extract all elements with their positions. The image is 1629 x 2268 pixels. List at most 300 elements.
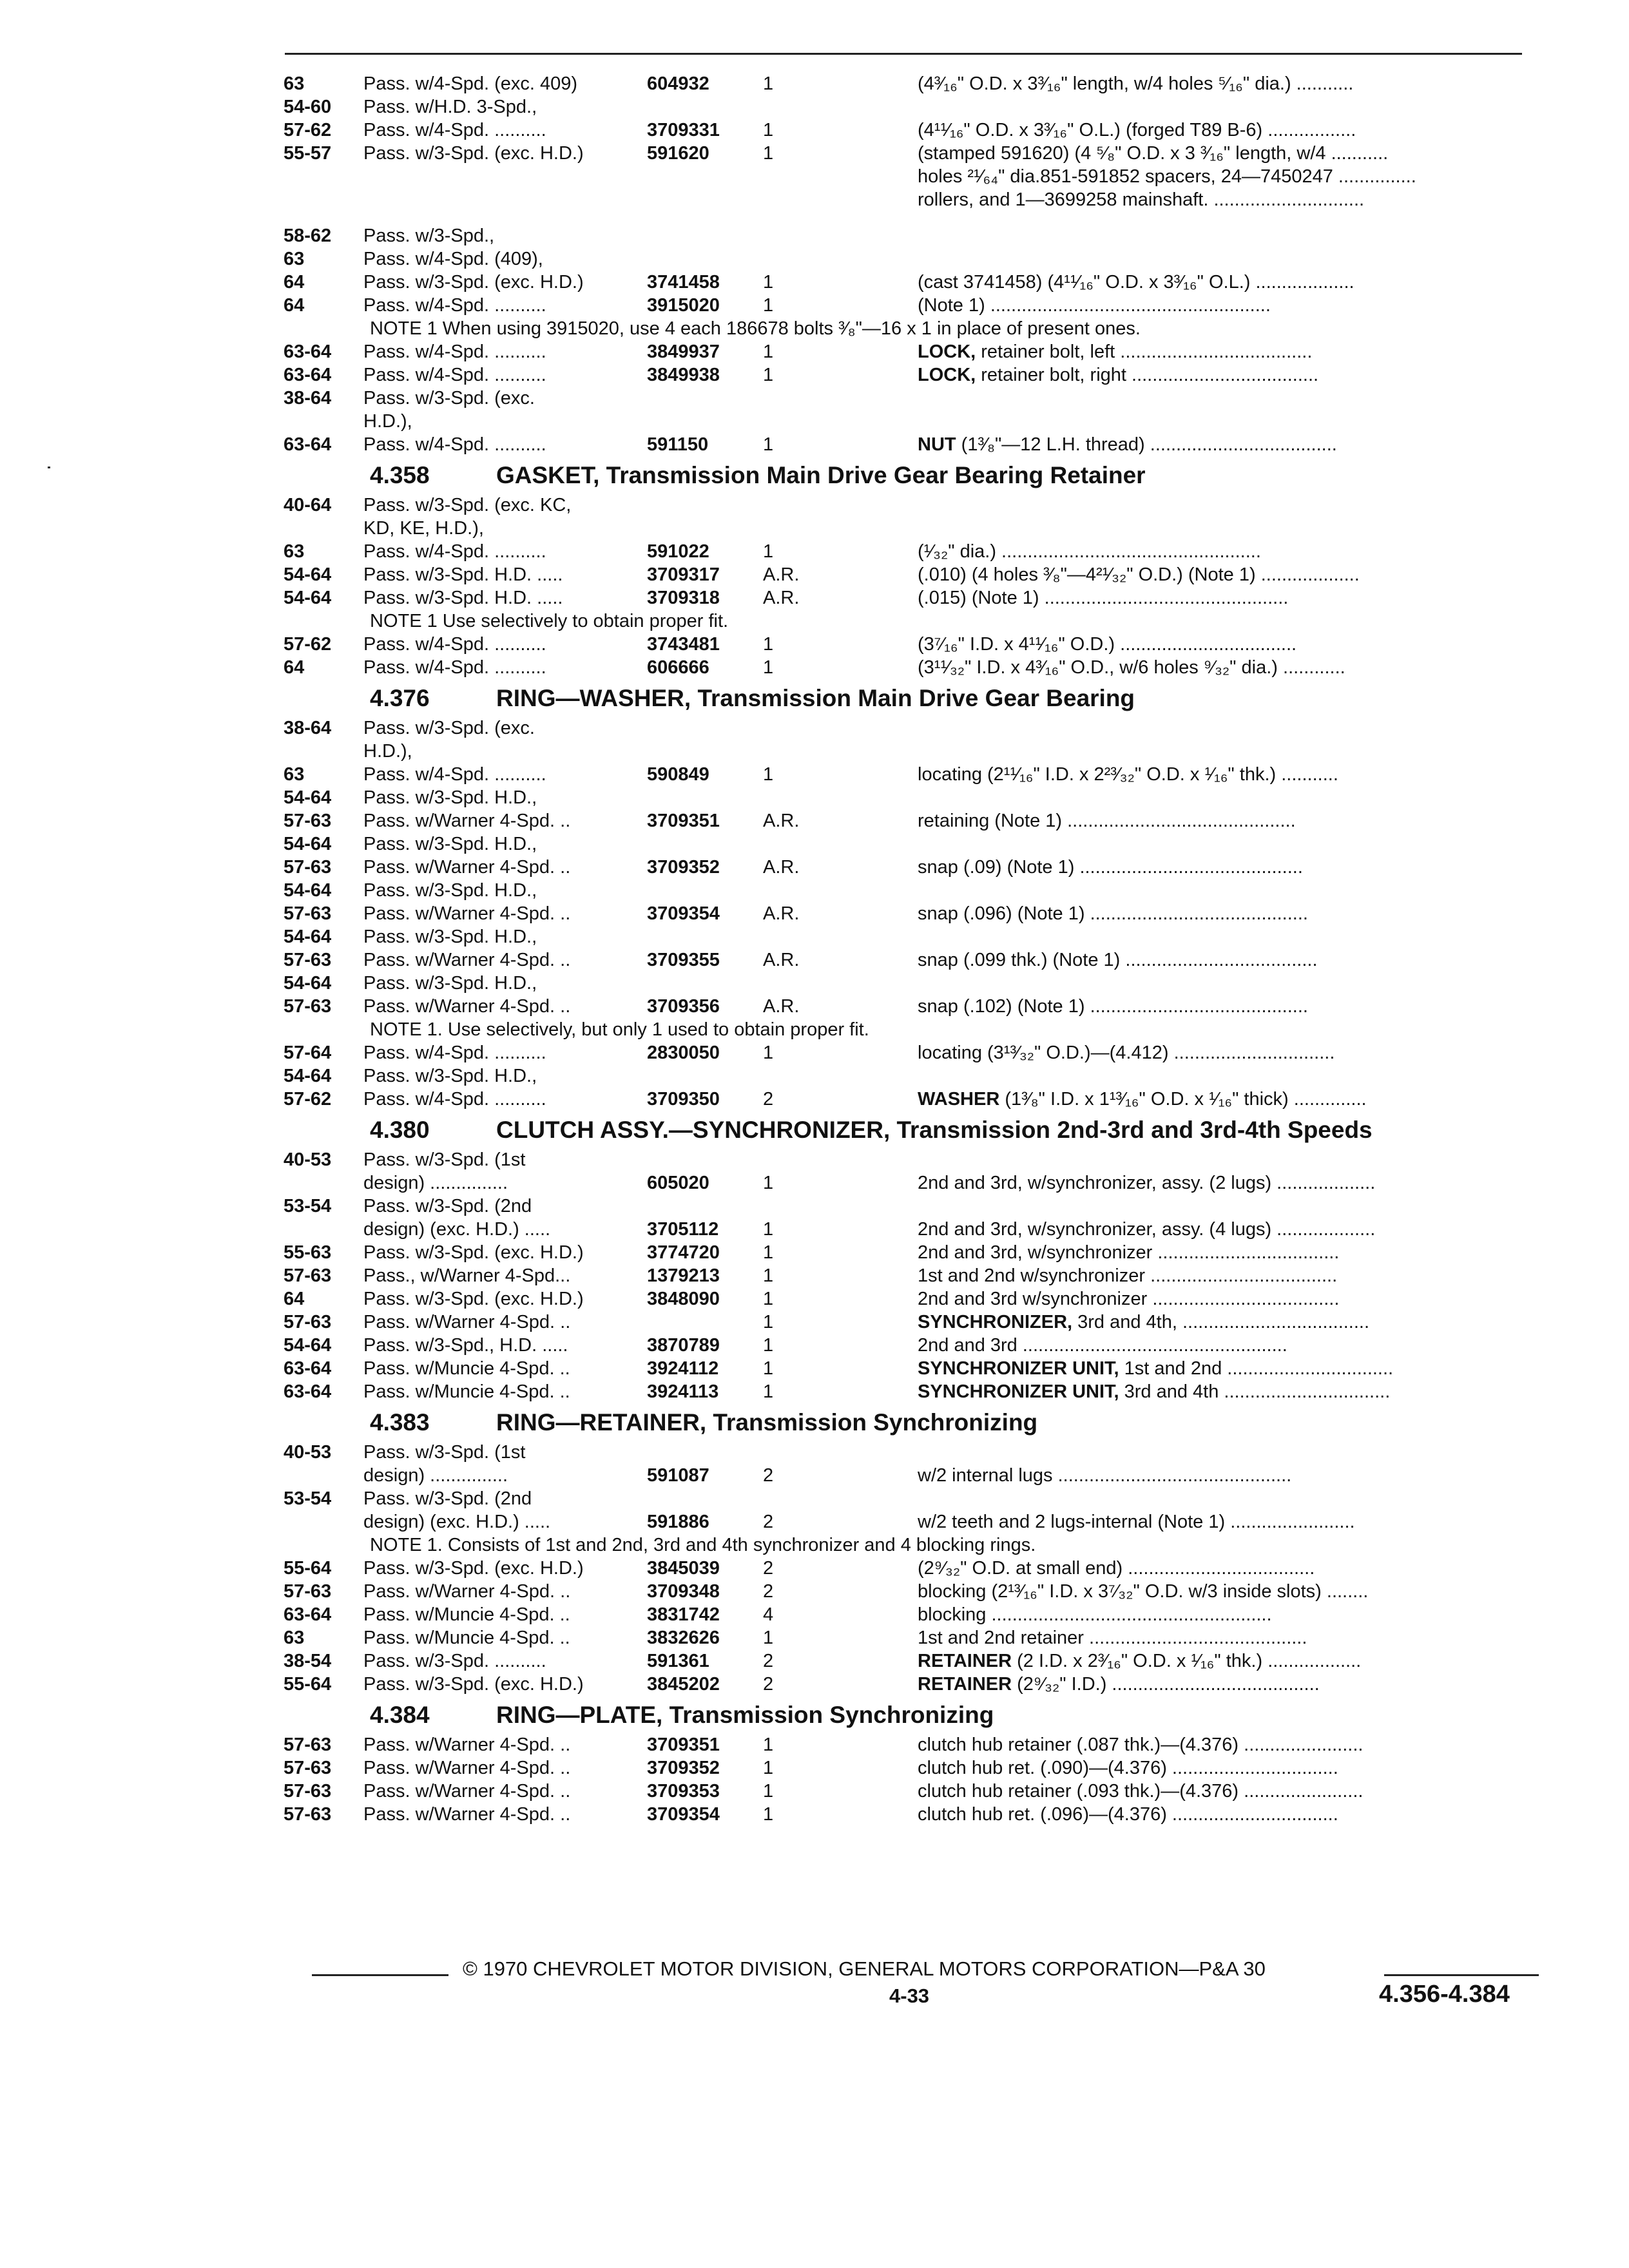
part-number: 3709318: [647, 588, 720, 608]
description-text: blocking: [918, 1604, 987, 1625]
part-number: 3870789: [647, 1335, 720, 1356]
application: Pass. w/4-Spd. ..........: [363, 120, 546, 140]
description: [918, 142, 1527, 165]
application: Pass. w/4-Spd. ..........: [363, 541, 546, 562]
dot-leader: .................: [1262, 120, 1356, 140]
dot-leader: .....................................: [1115, 341, 1313, 362]
description: [918, 1287, 1527, 1311]
section-number: 4.383: [370, 1409, 430, 1436]
table-row: [284, 1241, 1527, 1264]
application: Pass. w/Warner 4-Spd. ..: [363, 1312, 571, 1332]
dot-leader: ...............................................: [1039, 588, 1289, 608]
application: Pass. w/3-Spd. H.D.,: [363, 973, 537, 994]
table-row: [284, 1733, 1527, 1756]
model-years: 54-64: [284, 1066, 332, 1086]
note-line: NOTE 1 When using 3915020, use 4 each 186678 bolts ³⁄₈"—16 x 1 in place of present ones.: [370, 318, 1141, 339]
part-number: 3743481: [647, 634, 720, 655]
application: Pass. w/Warner 4-Spd. ..: [363, 903, 571, 924]
application: Pass. w/4-Spd. ..........: [363, 1043, 546, 1063]
table-row: [284, 1088, 1527, 1111]
model-years: 57-63: [284, 1581, 332, 1602]
description-text: (.015) (Note 1): [918, 588, 1039, 608]
dot-leader: .......................: [1239, 1781, 1364, 1802]
table-row: [284, 586, 1527, 610]
application: Pass. w/Warner 4-Spd. ..: [363, 996, 571, 1017]
description: [918, 1626, 1527, 1649]
quantity: 1: [763, 1043, 774, 1063]
application: Pass. w/Muncie 4-Spd. ..: [363, 1628, 570, 1648]
section-number: 4.358: [370, 462, 430, 488]
part-number: 3709354: [647, 903, 720, 924]
application: Pass. w/3-Spd. (1st: [363, 1442, 526, 1463]
application: Pass. w/3-Spd. H.D.,: [363, 880, 537, 901]
description-text: 2nd and 3rd, w/synchronizer: [918, 1242, 1153, 1263]
description: [918, 165, 1527, 188]
description: [918, 72, 1527, 95]
section-title: RING—WASHER, Transmission Main Drive Gear Bearing: [496, 685, 1135, 711]
description-text: 1st and 2nd: [1119, 1358, 1222, 1379]
description-keyword: NUT: [918, 434, 956, 455]
table-row: [284, 1287, 1527, 1311]
dot-leader: ...................: [1271, 1219, 1376, 1240]
quantity: 4: [763, 1604, 774, 1625]
part-number: 3709348: [647, 1581, 720, 1602]
table-row: [284, 188, 1527, 211]
dot-leader: .....................................: [1120, 950, 1318, 970]
dot-leader: ......................................................: [985, 295, 1271, 316]
model-years: 54-64: [284, 880, 332, 901]
dot-leader: ...................................: [1152, 1242, 1340, 1263]
description: [918, 1088, 1527, 1111]
application: Pass. w/Warner 4-Spd. ..: [363, 1581, 571, 1602]
description: [918, 1041, 1527, 1064]
dot-leader: ..................: [1262, 1651, 1362, 1671]
table-row: [284, 972, 1527, 995]
part-number: 591361: [647, 1651, 709, 1671]
model-years: 55-57: [284, 143, 332, 164]
description-text: rollers, and 1—3699258 mainshaft.: [918, 189, 1209, 210]
description: [918, 433, 1527, 456]
application: H.D.),: [363, 741, 412, 762]
dot-leader: ..........................................: [1084, 903, 1308, 924]
table-row: [284, 271, 1527, 294]
application: Pass. w/4-Spd. ..........: [363, 365, 546, 385]
table-row: [284, 1264, 1527, 1287]
dot-leader: ....................................: [1177, 1312, 1370, 1332]
model-years: 63-64: [284, 1358, 332, 1379]
description: [918, 1334, 1527, 1357]
part-number: 3709350: [647, 1089, 720, 1110]
table-row: [284, 633, 1527, 656]
application: Pass. w/3-Spd. (2nd: [363, 1196, 532, 1216]
dot-leader: ..................................................: [996, 541, 1261, 562]
description-text: clutch hub ret. (.096)—(4.376): [918, 1804, 1167, 1825]
description: [918, 1803, 1527, 1826]
dot-leader: .............................................: [1052, 1465, 1292, 1486]
section-title: CLUTCH ASSY.—SYNCHRONIZER, Transmission 2nd-3rd and 3rd-4th Speeds: [496, 1117, 1373, 1143]
table-row: [284, 1464, 1527, 1487]
table-row: [284, 1780, 1527, 1803]
application: Pass. w/3-Spd. (exc.: [363, 388, 535, 408]
application: Pass. w/H.D. 3-Spd.,: [363, 97, 537, 117]
description: [918, 363, 1527, 387]
section-heading: [284, 1701, 1527, 1729]
quantity: 1: [763, 1265, 774, 1286]
quantity: 1: [763, 272, 774, 293]
dot-leader: ............: [1277, 657, 1345, 678]
quantity: 1: [763, 1312, 774, 1332]
description: [918, 1171, 1527, 1195]
description: [918, 763, 1527, 786]
description: [918, 1649, 1527, 1673]
table-row: [284, 294, 1527, 317]
table-row: [284, 1380, 1527, 1403]
part-number: 3849937: [647, 341, 720, 362]
table-row: [284, 1218, 1527, 1241]
table-row: [284, 517, 1527, 540]
section-heading: [284, 461, 1527, 490]
part-number: 3845202: [647, 1674, 720, 1695]
part-number: 591886: [647, 1512, 709, 1532]
quantity: 2: [763, 1465, 774, 1486]
application: design) (exc. H.D.) .....: [363, 1219, 551, 1240]
dot-leader: ....................................: [1123, 1558, 1315, 1579]
model-years: 63: [284, 249, 305, 269]
application: Pass. w/3-Spd. (exc. H.D.): [363, 1674, 584, 1695]
section-title: GASKET, Transmission Main Drive Gear Bearing Retainer: [496, 462, 1146, 488]
description-text: retaining (Note 1): [918, 811, 1063, 831]
application: Pass. w/Muncie 4-Spd. ..: [363, 1358, 570, 1379]
model-years: 64: [284, 272, 305, 293]
table-row: [284, 540, 1527, 563]
model-years: 54-64: [284, 834, 332, 854]
dot-leader: ........: [1321, 1581, 1369, 1602]
model-years: 63-64: [284, 341, 332, 362]
description-text: (1³⁄₈" I.D. x 1¹³⁄₁₆" O.D. x ¹⁄₁₆" thick): [999, 1089, 1289, 1110]
model-years: 40-53: [284, 1442, 332, 1463]
part-number: 3832626: [647, 1628, 720, 1648]
description-text: (1³⁄₈"—12 L.H. thread): [956, 434, 1145, 455]
part-number: 3849938: [647, 365, 720, 385]
description: [918, 1264, 1527, 1287]
application: Pass. w/Warner 4-Spd. ..: [363, 857, 571, 878]
quantity: 1: [763, 120, 774, 140]
description: [918, 1357, 1527, 1380]
model-years: 55-64: [284, 1558, 332, 1579]
application: Pass. w/3-Spd. H.D. .....: [363, 588, 563, 608]
description: [918, 948, 1527, 972]
section-number: 4.384: [370, 1702, 430, 1728]
quantity: 1: [763, 73, 774, 94]
table-row: [284, 1441, 1527, 1464]
application: Pass. w/3-Spd. (exc. KC,: [363, 495, 572, 515]
table-row: [284, 1626, 1527, 1649]
table-row: [284, 1557, 1527, 1580]
model-years: 55-63: [284, 1242, 332, 1263]
part-number: 2830050: [647, 1043, 720, 1063]
description-text: (cast 3741458) (4¹¹⁄₁₆" O.D. x 3³⁄₁₆" O.L.): [918, 272, 1251, 293]
quantity: A.R.: [763, 996, 800, 1017]
description: [918, 1218, 1527, 1241]
quantity: 1: [763, 434, 774, 455]
quantity: 2: [763, 1581, 774, 1602]
model-years: 63-64: [284, 1381, 332, 1402]
part-number: 3709353: [647, 1781, 720, 1802]
quantity: 1: [763, 143, 774, 164]
quantity: 1: [763, 1381, 774, 1402]
table-row: [284, 1064, 1527, 1088]
description-text: retainer bolt, right: [976, 365, 1126, 385]
model-years: 57-63: [284, 996, 332, 1017]
application: Pass., w/Warner 4-Spd...: [363, 1265, 571, 1286]
application: Pass. w/3-Spd. H.D.,: [363, 787, 537, 808]
table-row: [284, 247, 1527, 271]
application: Pass. w/3-Spd. (exc. H.D.): [363, 1242, 584, 1263]
description: [918, 902, 1527, 925]
application: Pass. w/3-Spd. (exc. H.D.): [363, 1289, 584, 1309]
application: Pass. w/4-Spd. (exc. 409): [363, 73, 578, 94]
section-range: 4.356-4.384: [1379, 1981, 1510, 2008]
application: Pass. w/4-Spd. ..........: [363, 295, 546, 316]
application: Pass. w/4-Spd. ..........: [363, 434, 546, 455]
quantity: 1: [763, 1628, 774, 1648]
description-text: 1st and 2nd retainer: [918, 1628, 1084, 1648]
table-row: [284, 224, 1527, 247]
description: [918, 1733, 1527, 1756]
table-row: [284, 902, 1527, 925]
model-years: 58-62: [284, 226, 332, 246]
application: Pass. w/4-Spd. ..........: [363, 634, 546, 655]
application: design) ...............: [363, 1173, 508, 1193]
part-number: 3709354: [647, 1804, 720, 1825]
dot-leader: ............................................: [1062, 811, 1296, 831]
description: [918, 1380, 1527, 1403]
application: Pass. w/4-Spd. ..........: [363, 1089, 546, 1110]
description: [918, 1756, 1527, 1780]
description-text: (stamped 591620) (4 ⁵⁄₈" O.D. x 3 ³⁄₁₆" length, w/4: [918, 143, 1326, 164]
quantity: A.R.: [763, 811, 800, 831]
table-row: [284, 1649, 1527, 1673]
application: Pass. w/3-Spd. (1st: [363, 1149, 526, 1170]
parts-list: [284, 72, 1527, 1826]
description: [918, 340, 1527, 363]
quantity: 2: [763, 1651, 774, 1671]
description: [918, 809, 1527, 832]
description-text: 2nd and 3rd w/synchronizer: [918, 1289, 1148, 1309]
dot-leader: ..............: [1288, 1089, 1367, 1110]
quantity: 2: [763, 1674, 774, 1695]
description-keyword: SYNCHRONIZER UNIT,: [918, 1381, 1119, 1402]
application: Pass. w/3-Spd. (exc. H.D.): [363, 143, 584, 164]
part-number: 591087: [647, 1465, 709, 1486]
dot-leader: ................................: [1166, 1804, 1338, 1825]
note-line: NOTE 1. Consists of 1st and 2nd, 3rd and 4th synchronizer and 4 blocking rings.: [370, 1535, 1036, 1555]
part-number: 3774720: [647, 1242, 720, 1263]
table-row: [284, 786, 1527, 809]
table-row: [284, 387, 1527, 410]
quantity: 1: [763, 1735, 774, 1755]
dot-leader: ...........................................: [1074, 857, 1303, 878]
model-years: 57-63: [284, 1265, 332, 1286]
part-number: 3705112: [647, 1219, 719, 1240]
model-years: 57-64: [284, 1043, 332, 1063]
group-spacer: [284, 211, 1527, 224]
part-number: 3831742: [647, 1604, 720, 1625]
table-row: [284, 1357, 1527, 1380]
application: Pass. w/4-Spd. (409),: [363, 249, 543, 269]
table-row: [284, 165, 1527, 188]
description-text: (3⁷⁄₁₆" I.D. x 4¹¹⁄₁₆" O.D.): [918, 634, 1115, 655]
model-years: 57-62: [284, 1089, 332, 1110]
table-row: [284, 1171, 1527, 1195]
dot-leader: ...................: [1271, 1173, 1376, 1193]
table-row: [284, 1673, 1527, 1696]
application: design) (exc. H.D.) .....: [363, 1512, 551, 1532]
margin-mark: [48, 466, 50, 468]
dot-leader: ...........: [1291, 73, 1354, 94]
section-heading: [284, 684, 1527, 713]
dot-leader: ...................................................: [1017, 1335, 1287, 1356]
dot-leader: ....................................: [1144, 434, 1337, 455]
section-heading: [284, 1116, 1527, 1144]
application: Pass. w/Muncie 4-Spd. ..: [363, 1381, 570, 1402]
description: [918, 271, 1527, 294]
quantity: A.R.: [763, 857, 800, 878]
dot-leader: .............................: [1208, 189, 1365, 210]
part-number: 604932: [647, 73, 709, 94]
description-keyword: SYNCHRONIZER UNIT,: [918, 1358, 1119, 1379]
model-years: 63: [284, 73, 305, 94]
footer-rule-right: [1384, 1974, 1539, 1976]
quantity: 1: [763, 1358, 774, 1379]
description-text: (2⁹⁄₃₂" I.D.): [1012, 1674, 1107, 1695]
section-heading: [284, 1408, 1527, 1437]
description: [918, 1603, 1527, 1626]
description-text: (.010) (4 holes ³⁄₈"—4²¹⁄₃₂" O.D.) (Note 1): [918, 564, 1256, 585]
description-text: clutch hub retainer (.093 thk.)—(4.376): [918, 1781, 1239, 1802]
description: [918, 119, 1527, 142]
quantity: A.R.: [763, 588, 800, 608]
description-text: snap (.096) (Note 1): [918, 903, 1085, 924]
table-row: [284, 856, 1527, 879]
table-row: [284, 1487, 1527, 1510]
table-row: [284, 995, 1527, 1018]
description: [918, 563, 1527, 586]
description-text: locating (3¹³⁄₃₂" O.D.)—(4.412): [918, 1043, 1169, 1063]
model-years: 38-54: [284, 1651, 332, 1671]
table-row: [284, 763, 1527, 786]
description: [918, 586, 1527, 610]
table-row: [284, 363, 1527, 387]
model-years: 57-63: [284, 857, 332, 878]
part-number: 605020: [647, 1173, 709, 1193]
quantity: 1: [763, 1758, 774, 1778]
description: [918, 995, 1527, 1018]
model-years: 63: [284, 1628, 305, 1648]
quantity: 1: [763, 657, 774, 678]
part-number: 3741458: [647, 272, 720, 293]
section-number: 4.376: [370, 685, 430, 711]
quantity: 1: [763, 634, 774, 655]
quantity: 1: [763, 764, 774, 785]
description: [918, 1464, 1527, 1487]
description-text: w/2 teeth and 2 lugs-internal (Note 1): [918, 1512, 1226, 1532]
quantity: 1: [763, 295, 774, 316]
table-row: [284, 716, 1527, 740]
table-row: [284, 72, 1527, 95]
quantity: 2: [763, 1089, 774, 1110]
model-years: 54-64: [284, 564, 332, 585]
description: [918, 540, 1527, 563]
table-row: [284, 1311, 1527, 1334]
table-row: [284, 656, 1527, 679]
application: design) ...............: [363, 1465, 508, 1486]
application: Pass. w/Warner 4-Spd. ..: [363, 1758, 571, 1778]
table-row: [284, 1603, 1527, 1626]
dot-leader: ........................: [1225, 1512, 1355, 1532]
part-number: 3709331: [647, 120, 720, 140]
application: KD, KE, H.D.),: [363, 518, 484, 539]
table-row: [284, 879, 1527, 902]
description-text: holes ²¹⁄₆₄" dia.851-591852 spacers, 24—7450247: [918, 166, 1333, 187]
description-keyword: LOCK,: [918, 341, 976, 362]
table-row: [284, 1510, 1527, 1533]
model-years: 63: [284, 541, 305, 562]
dot-leader: ................................: [1219, 1381, 1391, 1402]
page-number: 4-33: [889, 1984, 930, 2007]
model-years: 57-63: [284, 1758, 332, 1778]
application: Pass. w/Warner 4-Spd. ..: [363, 1804, 571, 1825]
description: [918, 1780, 1527, 1803]
description: [918, 1510, 1527, 1533]
application: Pass. w/3-Spd., H.D. .....: [363, 1335, 568, 1356]
footer-rule-left: [312, 1974, 448, 1976]
model-years: 54-64: [284, 588, 332, 608]
section-title: RING—RETAINER, Transmission Synchronizing: [496, 1409, 1038, 1436]
model-years: 38-64: [284, 718, 332, 738]
quantity: A.R.: [763, 903, 800, 924]
description: [918, 856, 1527, 879]
part-number: 590849: [647, 764, 709, 785]
table-row: [284, 142, 1527, 165]
dot-leader: ...................: [1255, 564, 1360, 585]
description-text: (2 I.D. x 2³⁄₁₆" O.D. x ¹⁄₁₆" thk.): [1012, 1651, 1263, 1671]
part-number: 3709352: [647, 857, 720, 878]
model-years: 38-64: [284, 388, 332, 408]
description-keyword: SYNCHRONIZER,: [918, 1312, 1073, 1332]
application: Pass. w/Warner 4-Spd. ..: [363, 1781, 571, 1802]
description-text: retainer bolt, left: [976, 341, 1115, 362]
table-row: [284, 809, 1527, 832]
copyright-line: © 1970 CHEVROLET MOTOR DIVISION, GENERAL MOTORS CORPORATION—P&A 30: [463, 1957, 1266, 1980]
note-line: NOTE 1. Use selectively, but only 1 used to obtain proper fit.: [370, 1019, 869, 1040]
dot-leader: ....................................: [1126, 365, 1319, 385]
dot-leader: ..........................................: [1084, 996, 1308, 1017]
model-years: 57-63: [284, 811, 332, 831]
description-text: w/2 internal lugs: [918, 1465, 1053, 1486]
quantity: 1: [763, 365, 774, 385]
table-row: [284, 948, 1527, 972]
application: Pass. w/Warner 4-Spd. ..: [363, 1735, 571, 1755]
table-row: [284, 494, 1527, 517]
application: Pass. w/3-Spd. H.D.,: [363, 1066, 537, 1086]
application: Pass. w/Muncie 4-Spd. ..: [363, 1604, 570, 1625]
model-years: 57-62: [284, 634, 332, 655]
part-number: 591022: [647, 541, 709, 562]
part-number: 606666: [647, 657, 709, 678]
model-years: 54-64: [284, 787, 332, 808]
application: Pass. w/3-Spd. H.D.,: [363, 834, 537, 854]
